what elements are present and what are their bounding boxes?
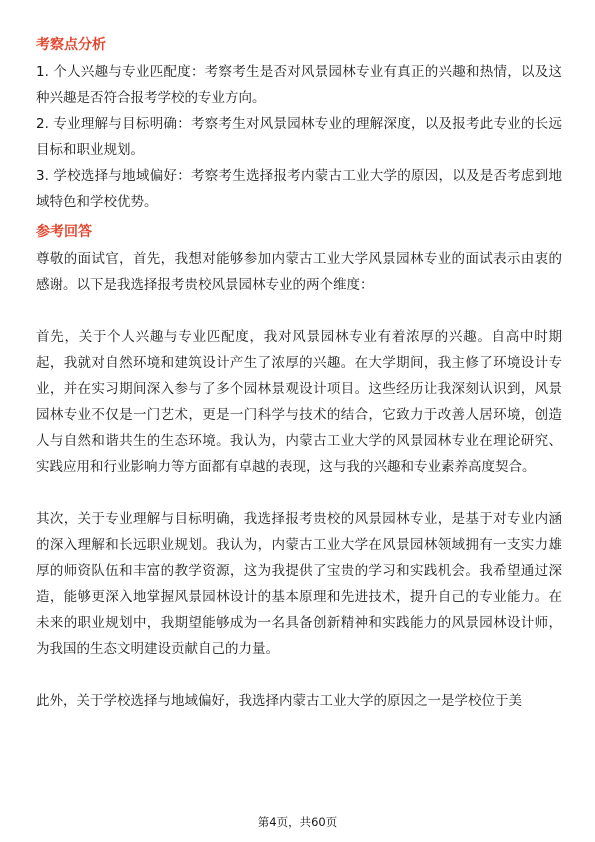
answer-paragraph-goals: 其次，关于专业理解与目标明确，我选择报考贵校的风景园林专业，是基于对专业内涵的深入理解和长远职业规划。我认为，内蒙古工业大学在风景园林领域拥有一支实力雄厚的师资队伍和丰富的教学资源，这为我提供了宝贵的学习和实践机会。我希望通过深造，能够更深入地掌握风景园林设计的基本原理和先进技术，提升自己的专业能力。在未来的职业规划中，我期望能够成为一名具备创新精神和实践能力的风景园林设计师，为我国的生态文明建设贡献自己的力量。 — [36, 511, 562, 657]
paragraph-gap — [36, 298, 562, 324]
analysis-point-3: 3. 学校选择与地域偏好：考察考生选择报考内蒙古工业大学的原因，以及是否考虑到地域特色和学校优势。 — [36, 168, 562, 210]
answer-paragraph-intro: 尊敬的面试官，首先，我想对能够参加内蒙古工业大学风景园林专业的面试表示由衷的感谢。以下是我选择报考贵校风景园林专业的两个维度： — [36, 251, 562, 293]
document-page — [36, 34, 562, 714]
paragraph-gap — [36, 662, 562, 688]
answer-heading: 参考回答 — [36, 224, 92, 240]
analysis-points — [36, 59, 562, 215]
answer-paragraph-region: 此外，关于学校选择与地域偏好，我选择内蒙古工业大学的原因之一是学校位于美 — [36, 693, 522, 709]
answer-paragraph-interest: 首先，关于个人兴趣与专业匹配度，我对风景园林专业有着浓厚的兴趣。自高中时期起，我就对自然环境和建筑设计产生了浓厚的兴趣。在大学期间，我主修了环境设计专业，并在实习期间深入参与了多个园林景观设计项目。这些经历让我深刻认识到，风景园林专业不仅是一门艺术，更是一门科学与技术的结合，它致力于改善人居环境，创造人与自然和谐共生的生态环境。我认为，内蒙古工业大学的风景园林专业在理论研究、实践应用和行业影响力等方面都有卓越的表现，这与我的兴趣和专业素养高度契合。 — [36, 329, 562, 475]
analysis-heading: 考察点分析 — [36, 37, 106, 53]
analysis-point-1: 1. 个人兴趣与专业匹配度：考察考生是否对风景园林专业有真正的兴趣和热情，以及这种兴趣是否符合报考学校的专业方向。 — [36, 64, 562, 106]
paragraph-gap — [36, 480, 562, 506]
analysis-point-2: 2. 专业理解与目标明确：考察考生对风景园林专业的理解深度，以及报考此专业的长远目标和职业规划。 — [36, 116, 562, 158]
page-number: 第4页，共60页 — [257, 815, 338, 829]
